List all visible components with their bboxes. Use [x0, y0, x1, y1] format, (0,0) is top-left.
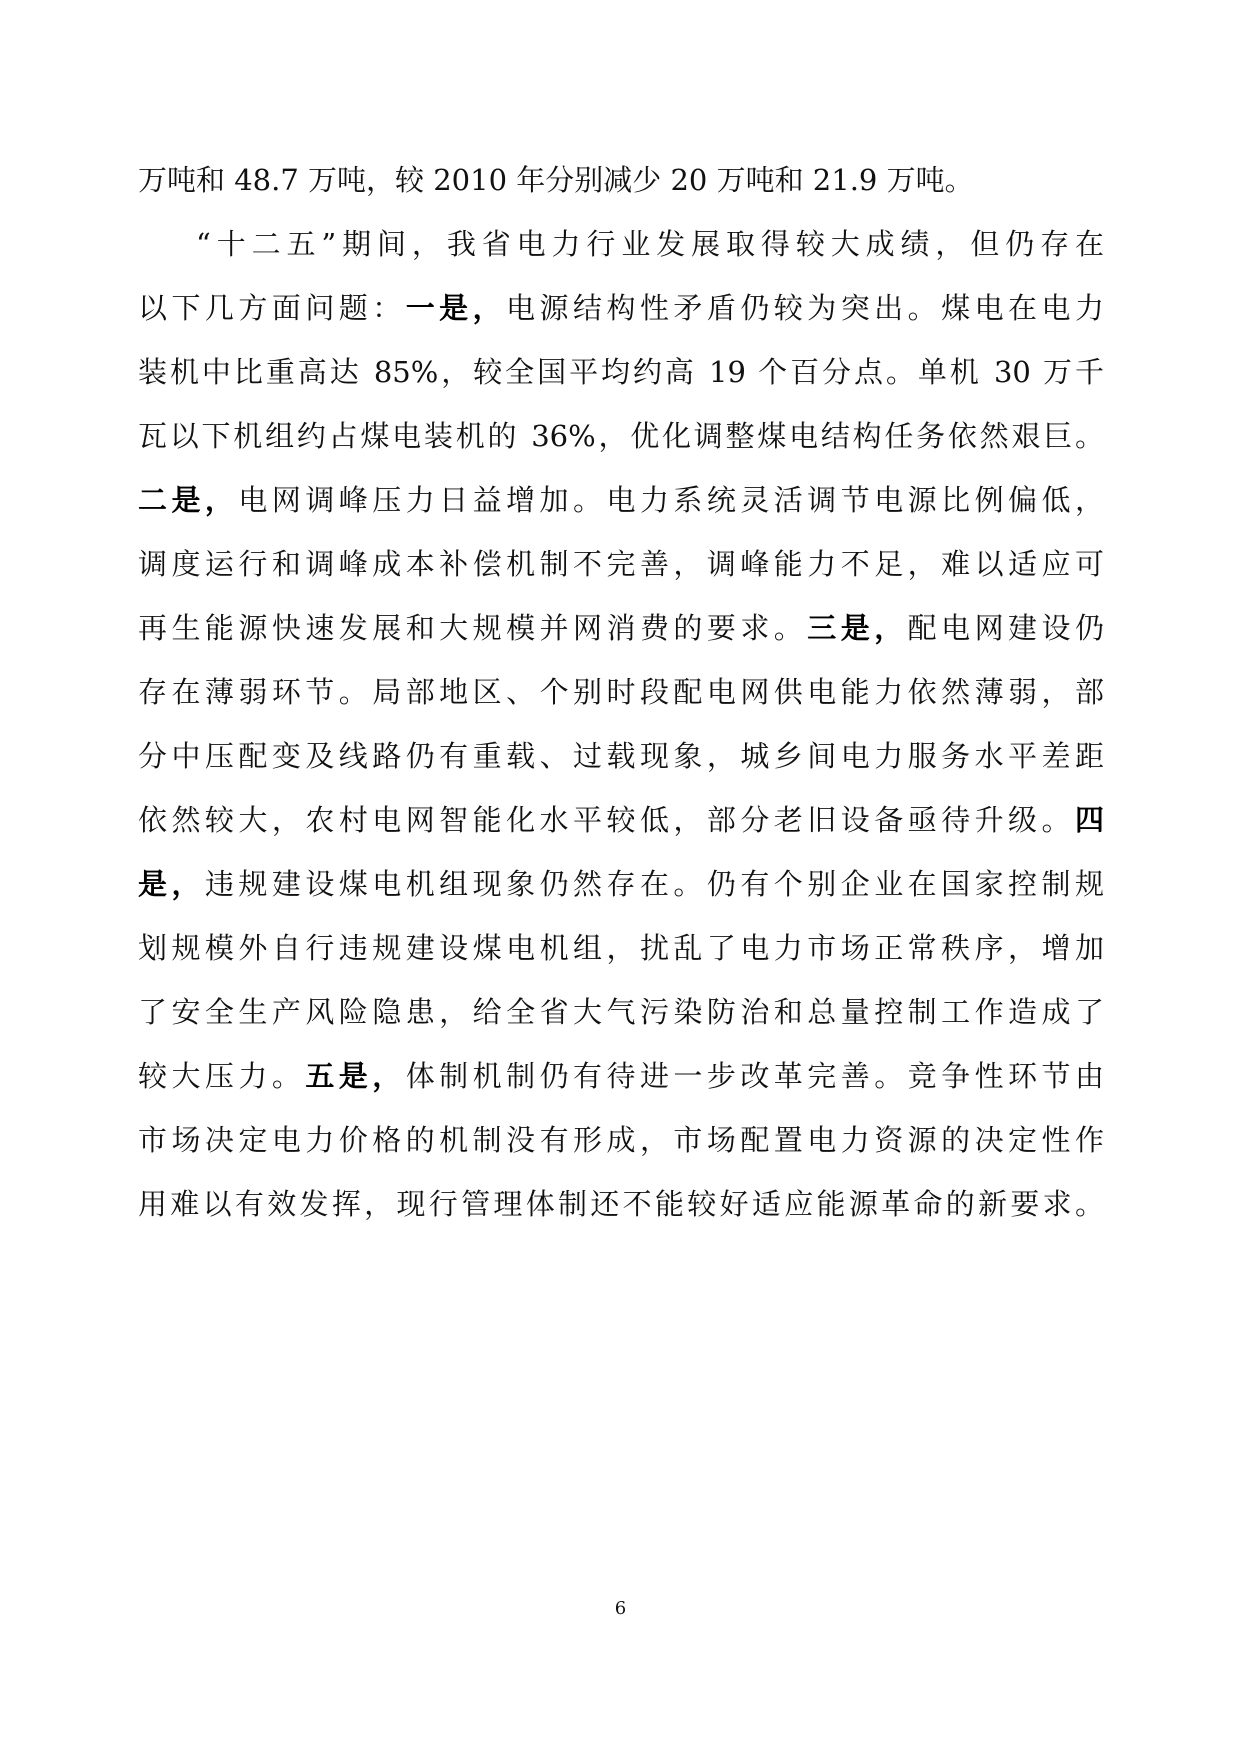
text-run: 电网调峰压力日益增加。电力系统灵活调节电源比例偏低，	[238, 483, 1104, 517]
text-run: 以下几方面问题：	[138, 291, 406, 325]
document-body	[138, 148, 1104, 1236]
text-run: 依然较大，农村电网智能化水平较低，部分老旧设备亟待升级。	[138, 803, 1075, 837]
bold-run: 一是，	[405, 291, 507, 325]
text-line	[138, 1044, 1104, 1108]
bold-run: 二是，	[138, 483, 239, 517]
text-line: 分中压配变及线路仍有重载、过载现象，城乡间电力服务水平差距	[138, 739, 1104, 773]
text-line: 瓦以下机组约占煤电装机的 36%，优化调整煤电结构任务依然艰巨。	[138, 419, 1104, 453]
bold-run: 是，	[138, 867, 205, 901]
text-run: 配电网建设仍	[907, 611, 1104, 645]
text-line: 划规模外自行违规建设煤电机组，扰乱了电力市场正常秩序，增加	[138, 931, 1104, 965]
text-line: 用难以有效发挥，现行管理体制还不能较好适应能源革命的新要求。	[138, 1187, 1104, 1221]
bold-run: 四	[1074, 803, 1104, 837]
text-run: 再生能源快速发展和大规模并网消费的要求。	[138, 611, 808, 645]
text-line: 存在薄弱环节。局部地区、个别时段配电网供电能力依然薄弱，部	[138, 675, 1104, 709]
text-line	[138, 276, 1104, 340]
text-run: 电源结构性矛盾仍较为突出。煤电在电力	[506, 291, 1104, 325]
text-line: 市场决定电力价格的机制没有形成，市场配置电力资源的决定性作	[138, 1123, 1104, 1157]
bold-run: 三是，	[807, 611, 908, 645]
text-run: 较大压力。	[138, 1059, 306, 1093]
text-line: 了安全生产风险隐患，给全省大气污染防治和总量控制工作造成了	[138, 995, 1104, 1029]
text-line	[138, 468, 1104, 532]
text-line: “十二五”期间，我省电力行业发展取得较大成绩，但仍存在	[196, 227, 1104, 261]
text-run: 体制机制仍有待进一步改革完善。竞争性环节由	[405, 1059, 1104, 1093]
text-run: 违规建设煤电机组现象仍然存在。仍有个别企业在国家控制规	[204, 867, 1104, 901]
text-line: 装机中比重高达 85%，较全国平均约高 19 个百分点。单机 30 万千	[138, 355, 1104, 389]
bold-run: 五是，	[305, 1059, 406, 1093]
text-line: 万吨和 48.7 万吨，较 2010 年分别减少 20 万吨和 21.9 万吨。	[138, 163, 974, 197]
text-line	[138, 788, 1104, 852]
text-line	[138, 852, 1104, 916]
text-line	[138, 596, 1104, 660]
page-number: 6	[614, 1598, 627, 1619]
text-line: 调度运行和调峰成本补偿机制不完善，调峰能力不足，难以适应可	[138, 547, 1104, 581]
